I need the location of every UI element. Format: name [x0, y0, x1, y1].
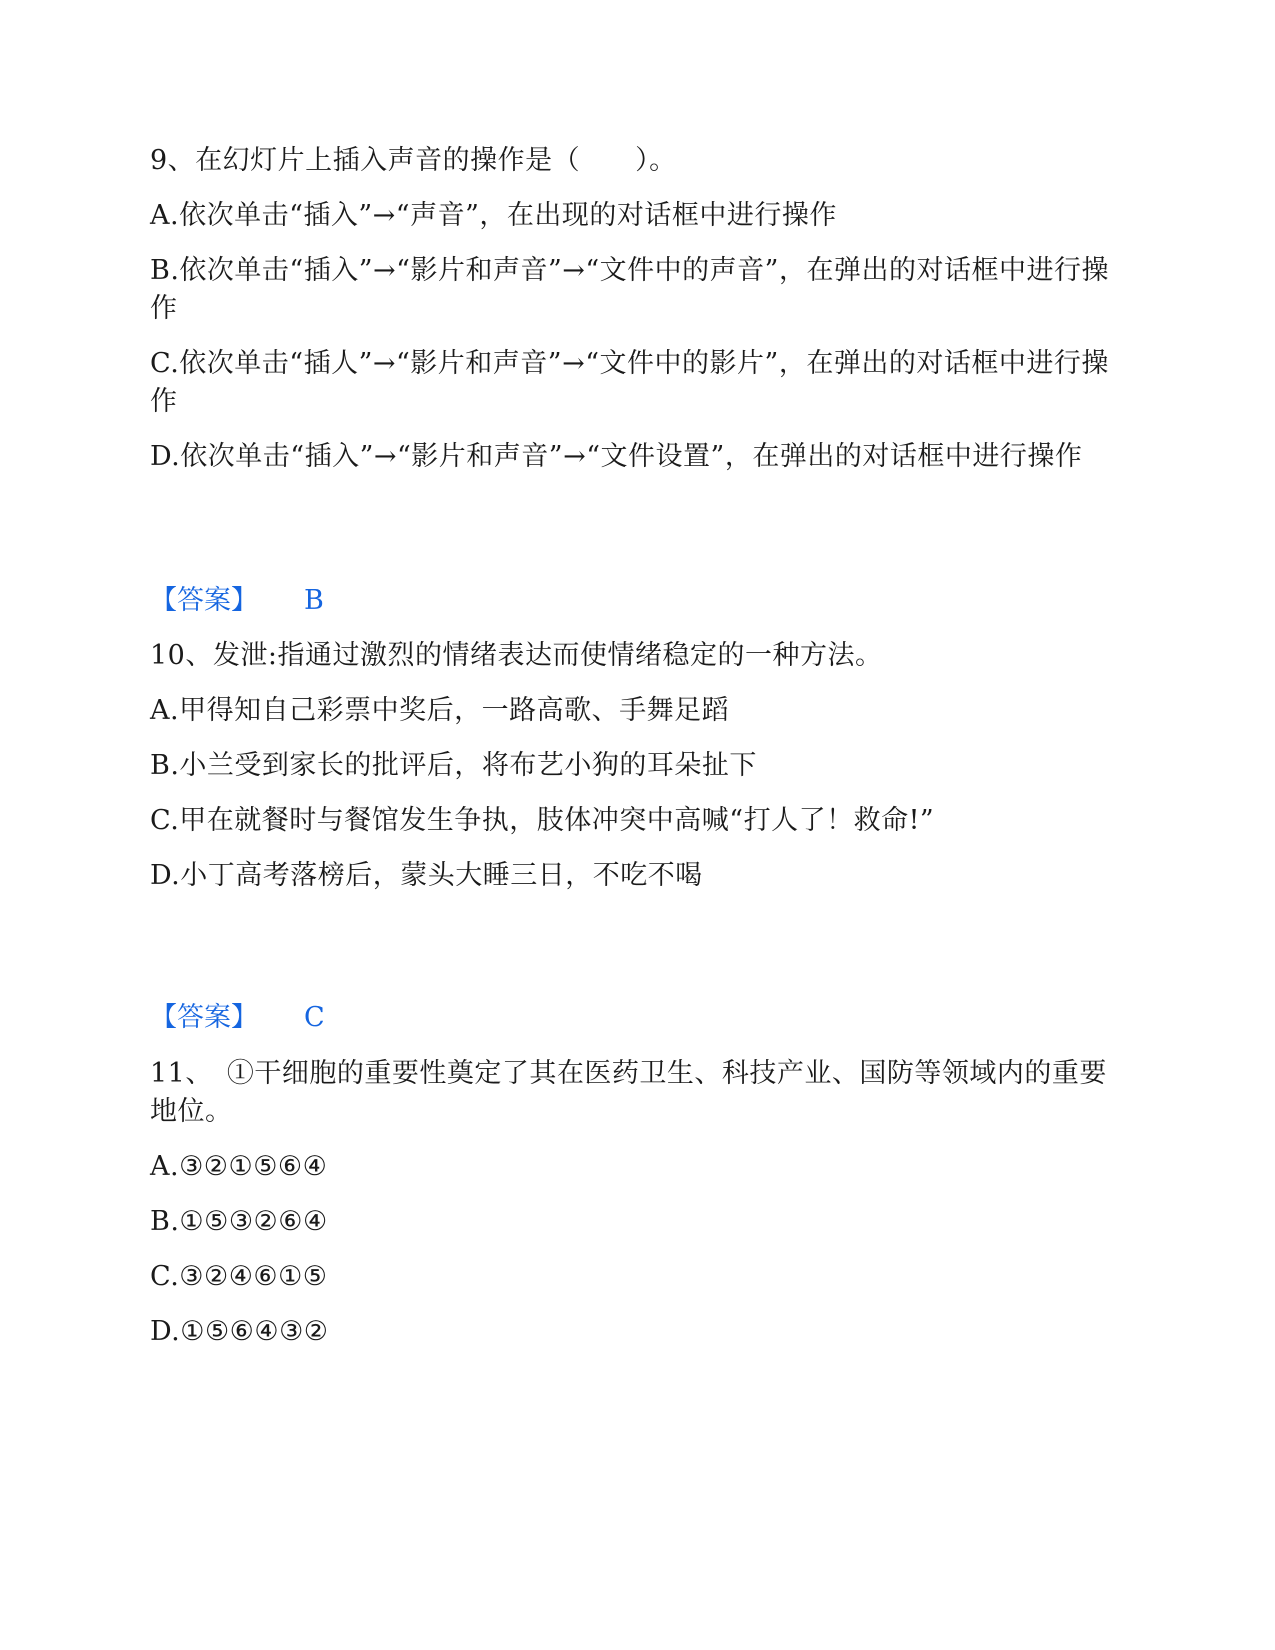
- q11-option-b: B.①⑤③②⑥④: [150, 1206, 328, 1237]
- q10-option-b: B.小兰受到家长的批评后，将布艺小狗的耳朵扯下: [150, 750, 757, 781]
- q11-option-d: D.①⑤⑥④③②: [150, 1316, 329, 1347]
- answer-letter: B: [304, 585, 324, 616]
- answer-letter: C: [304, 1002, 325, 1033]
- q11-option-a: A.③②①⑤⑥④: [150, 1151, 328, 1182]
- q9-option-d: D.依次单击“插入”→“影片和声音”→“文件设置”，在弹出的对话框中进行操作: [150, 441, 1083, 472]
- q11-stem: 11、 ①干细胞的重要性奠定了其在医药卫生、科技产业、国防等领域内的重要地位。: [150, 1058, 1107, 1127]
- q9-answer: [150, 582, 324, 620]
- q10-stem: 10、发泄:指通过激烈的情绪表达而使情绪稳定的一种方法。: [150, 640, 883, 671]
- q9-option-a: A.依次单击“插入”→“声音”，在出现的对话框中进行操作: [150, 200, 837, 231]
- q10-option-d: D.小丁高考落榜后，蒙头大睡三日，不吃不喝: [150, 860, 703, 891]
- answer-tag: 【答案】: [150, 585, 258, 616]
- q9-option-b: B.依次单击“插入”→“影片和声音”→“文件中的声音”，在弹出的对话框中进行操作: [150, 255, 1109, 324]
- q9-option-c: C.依次单击“插人”→“影片和声音”→“文件中的影片”，在弹出的对话框中进行操作: [150, 348, 1109, 417]
- answer-tag: 【答案】: [150, 1002, 258, 1033]
- q11-option-c: C.③②④⑥①⑤: [150, 1261, 328, 1292]
- q10-option-c: C.甲在就餐时与餐馆发生争执，肢体冲突中高喊“打人了！救命!”: [150, 805, 935, 836]
- q10-option-a: A.甲得知自己彩票中奖后，一路高歌、手舞足蹈: [150, 695, 730, 726]
- q9-stem: 9、在幻灯片上插入声音的操作是（ ）。: [150, 145, 677, 176]
- q10-answer: [150, 999, 325, 1037]
